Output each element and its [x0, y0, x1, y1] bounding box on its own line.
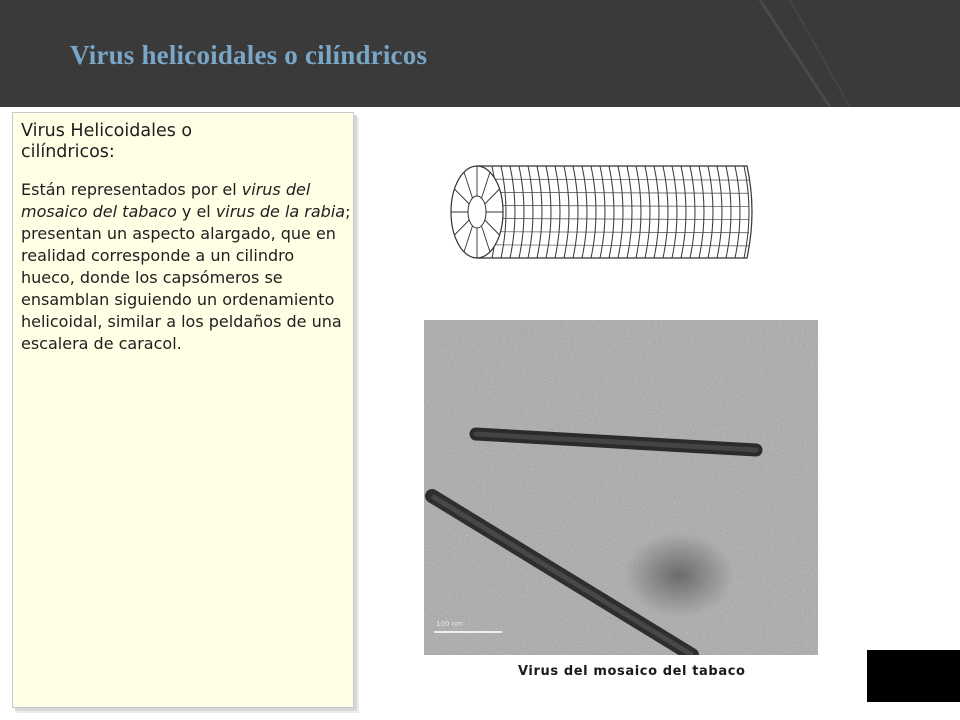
corner-block [867, 650, 960, 702]
tobacco-mosaic-virus-micrograph [424, 320, 818, 655]
body-text-1: Están representados por el [21, 180, 242, 199]
slide-header [0, 0, 960, 107]
text-panel [12, 112, 354, 708]
virus-name-rabies: virus de la rabia [215, 202, 346, 221]
panel-heading-line1: Virus Helicoidales o [21, 121, 193, 141]
scale-bar-label: 100 nm [436, 620, 463, 628]
body-text-3: ; presentan un aspecto alargado, que en realidad corresponde a un cilindro hueco, donde los capsómeros se ensamblan siguiendo un ordenamiento helicoidal, similar a los peldaños de una escalera de caracol. [21, 202, 351, 353]
panel-body [21, 179, 351, 355]
panel-heading-line2: cilíndricos: [21, 142, 115, 162]
virus-name-tobacco: virus del mosaico del tabaco [21, 180, 311, 221]
figure-caption: Virus del mosaico del tabaco [518, 664, 746, 679]
body-text-2: y el [176, 202, 216, 221]
slide-title: Virus helicoidales o cilíndricos [70, 40, 428, 70]
helical-capsid-diagram [442, 158, 762, 268]
panel-heading [21, 121, 353, 163]
